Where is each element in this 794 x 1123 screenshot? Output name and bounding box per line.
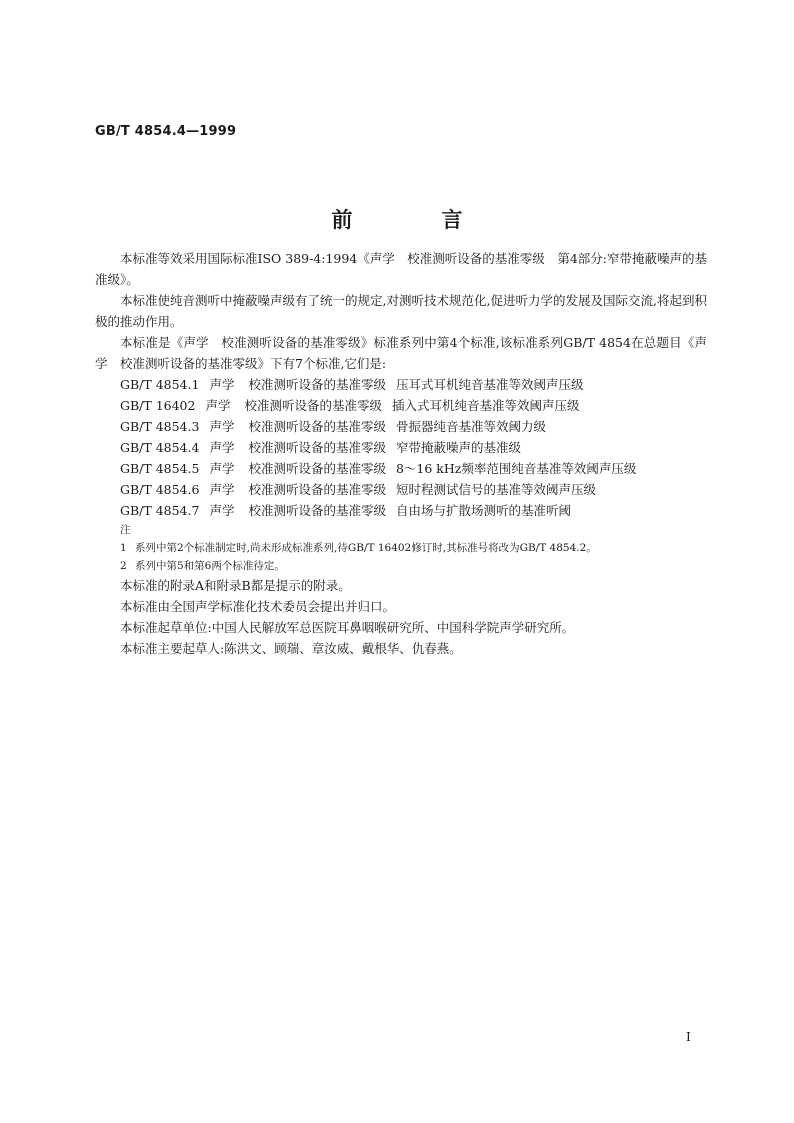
standard-number: GB/T 4854.3 xyxy=(120,419,200,434)
list-item xyxy=(95,458,707,479)
note-label: 注 xyxy=(120,524,131,536)
paragraph: 本标准由全国声学标准化技术委员会提出并归口。 xyxy=(120,599,396,614)
paragraph: 本标准主要起草人:陈洪文、顾瑞、章汝威、戴根华、仇春燕。 xyxy=(120,641,462,656)
document-body xyxy=(95,248,707,659)
note-text: 系列中第5和第6两个标准待定。 xyxy=(135,560,285,572)
standard-topic: 声学 xyxy=(209,482,235,497)
standard-part: 窄带掩蔽噪声的基准级 xyxy=(395,440,521,455)
note-number: 1 xyxy=(120,542,127,554)
standard-topic: 声学 xyxy=(209,419,235,434)
paragraph: 本标准是《声学 校准测听设备的基准零级》标准系列中第4个标准,该标准系列GB/T 4854在总题目《声学 校准测听设备的基准零级》下有7个标准,它们是: xyxy=(95,335,707,371)
list-item xyxy=(95,479,707,500)
standard-number: GB/T 4854.6 xyxy=(120,482,200,497)
paragraph: 本标准使纯音测听中掩蔽噪声级有了统一的规定,对测听技术规范化,促进听力学的发展及国际交流,将起到积极的推动作用。 xyxy=(95,293,707,329)
standard-part: 8～16 kHz频率范围纯音基准等效阈声压级 xyxy=(395,461,637,476)
standard-topic: 声学 xyxy=(209,440,235,455)
standard-series: 校准测听设备的基准零级 xyxy=(248,503,386,518)
standard-topic: 声学 xyxy=(205,398,231,413)
standard-topic: 声学 xyxy=(209,503,235,518)
paragraph: 本标准起草单位:中国人民解放军总医院耳鼻咽喉研究所、中国科学院声学研究所。 xyxy=(120,620,575,635)
paragraph: 本标准等效采用国际标准ISO 389-4:1994《声学 校准测听设备的基准零级 第4部分:窄带掩蔽噪声的基准级》。 xyxy=(95,251,707,287)
standard-part: 骨振器纯音基准等效阈力级 xyxy=(395,419,546,434)
note-text: 系列中第2个标准制定时,尚未形成标准系列,待GB/T 16402修订时,其标准号将改为GB/T 4854.2。 xyxy=(135,542,597,554)
standard-series: 校准测听设备的基准零级 xyxy=(244,398,382,413)
list-item xyxy=(95,416,707,437)
standard-number: GB/T 4854.5 xyxy=(120,461,200,476)
standard-topic: 声学 xyxy=(209,377,235,392)
page-number: I xyxy=(686,1030,691,1044)
list-item xyxy=(95,395,707,416)
note-item xyxy=(95,557,707,575)
page-title: 前 言 xyxy=(331,207,497,232)
standards-list xyxy=(95,374,707,521)
standard-number: GB/T 4854.4 xyxy=(120,440,200,455)
standard-part: 插入式耳机纯音基准等效阈声压级 xyxy=(392,398,580,413)
standard-part: 压耳式耳机纯音基准等效阈声压级 xyxy=(395,377,584,392)
standard-part: 短时程测试信号的基准等效阈声压级 xyxy=(395,482,596,497)
standard-number: GB/T 16402 xyxy=(120,398,196,413)
standard-code: GB/T 4854.4—1999 xyxy=(95,124,237,139)
standard-series: 校准测听设备的基准零级 xyxy=(248,461,386,476)
note-item xyxy=(95,539,707,557)
standard-part: 自由场与扩散场测听的基准听阈 xyxy=(395,503,571,518)
standard-series: 校准测听设备的基准零级 xyxy=(248,419,386,434)
list-item xyxy=(95,500,707,521)
list-item xyxy=(95,374,707,395)
standard-number: GB/T 4854.1 xyxy=(120,377,200,392)
standard-series: 校准测听设备的基准零级 xyxy=(248,482,386,497)
note-number: 2 xyxy=(120,560,127,572)
list-item xyxy=(95,437,707,458)
standard-topic: 声学 xyxy=(209,461,235,476)
standard-number: GB/T 4854.7 xyxy=(120,503,200,518)
paragraph: 本标准的附录A和附录B都是提示的附录。 xyxy=(120,578,351,593)
standard-series: 校准测听设备的基准零级 xyxy=(248,440,386,455)
standard-series: 校准测听设备的基准零级 xyxy=(248,377,386,392)
